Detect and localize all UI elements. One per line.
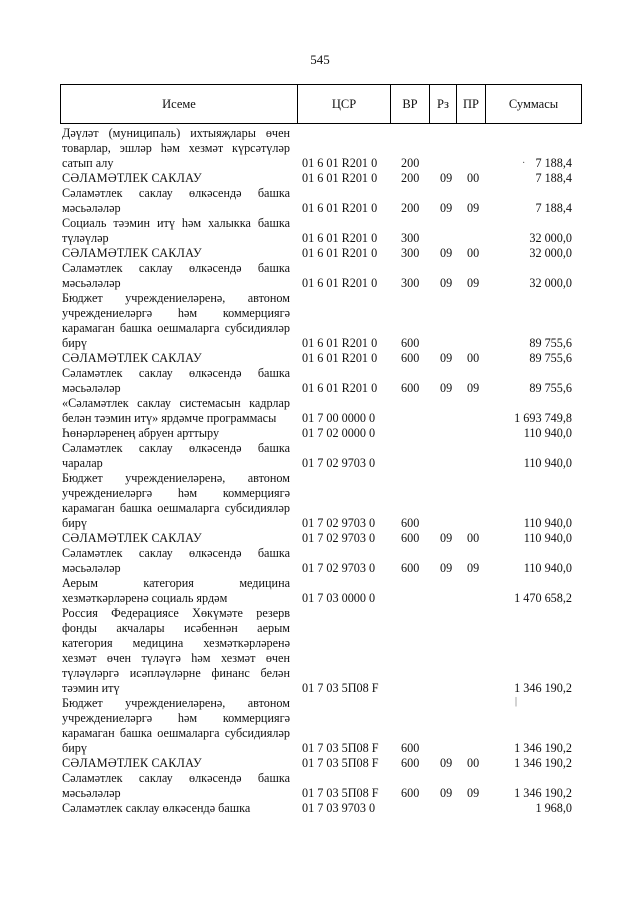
row-pr: 09 <box>467 276 480 290</box>
row-pr: 00 <box>467 171 480 185</box>
table-row <box>62 216 582 246</box>
table-body <box>62 126 582 816</box>
table-row <box>62 246 582 261</box>
row-pr: 09 <box>467 201 480 215</box>
row-csr: 01 6 01 R201 0 <box>302 351 378 365</box>
row-name: Сәламәтлек саклау өлкәсендә башка мәсьәләләр <box>62 366 290 395</box>
row-pr: 00 <box>467 351 480 365</box>
row-sum: 89 755,6 <box>529 351 572 365</box>
row-csr: 01 6 01 R201 0 <box>302 276 378 290</box>
row-name: СӘЛАМӘТЛЕК САКЛАУ <box>62 246 202 260</box>
header-vr: ВР <box>402 96 418 111</box>
row-vr: 600 <box>401 561 420 575</box>
row-vr: 200 <box>401 171 420 185</box>
row-vr: 600 <box>401 351 420 365</box>
row-vr: 600 <box>401 381 420 395</box>
row-name: Дәүләт (муниципаль) ихтыяҗлары өчен товарлар, эшләр һәм хезмәт күрсәтүләр сатып алу <box>62 126 290 170</box>
row-pr: 00 <box>467 531 480 545</box>
header-name: Исеме <box>162 96 196 111</box>
row-pr: 09 <box>467 786 480 800</box>
table-row <box>62 261 582 291</box>
row-sum: 7 188,4 <box>535 171 572 185</box>
row-csr: 01 7 03 0000 0 <box>302 591 376 605</box>
row-sum: 1 693 749,8 <box>514 411 572 425</box>
row-rz: 09 <box>440 171 453 185</box>
row-rz: 09 <box>440 201 453 215</box>
row-pr: 09 <box>467 381 480 395</box>
page-number: 545 <box>310 52 330 67</box>
row-sum: 32 000,0 <box>529 246 572 260</box>
row-csr: 01 7 02 9703 0 <box>302 531 376 545</box>
table-header <box>60 84 582 124</box>
row-vr: 300 <box>401 231 420 245</box>
row-rz: 09 <box>440 786 453 800</box>
row-name: Аерым категория медицина хезмәткәрләренә социаль ярдәм <box>62 576 290 605</box>
row-csr: 01 7 03 9703 0 <box>302 801 376 815</box>
row-csr: 01 6 01 R201 0 <box>302 201 378 215</box>
row-sum: 1 968,0 <box>535 801 572 815</box>
table-row <box>62 291 582 351</box>
header-csr: ЦСР <box>331 96 357 111</box>
row-name: Сәламәтлек саклау өлкәсендә башка мәсьәләләр <box>62 261 290 290</box>
row-name: Бюджет учреждениеләренә, автоном учреждениеләргә һәм коммерциягә карамаган башка оешмаларга субсидияләр бирү <box>62 471 290 530</box>
row-csr: 01 7 03 5П08 F <box>302 741 379 755</box>
row-csr: 01 7 00 0000 0 <box>302 411 376 425</box>
row-sum: 1 346 190,2 <box>514 741 572 755</box>
table-row <box>62 426 582 441</box>
table-row <box>62 171 582 186</box>
row-vr: 300 <box>401 246 420 260</box>
table-row <box>62 396 582 426</box>
row-rz: 09 <box>440 756 453 770</box>
row-sum: 110 940,0 <box>523 456 572 470</box>
table-row <box>62 756 582 771</box>
table-row <box>62 471 582 531</box>
table-row <box>62 351 582 366</box>
row-csr: 01 7 03 5П08 F <box>302 681 379 695</box>
row-sum: 89 755,6 <box>529 381 572 395</box>
row-sum: 110 940,0 <box>523 426 572 440</box>
row-sum: 1 346 190,2 <box>514 786 572 800</box>
row-name: Сәламәтлек саклау өлкәсендә башка <box>62 801 251 815</box>
table-row <box>62 546 582 576</box>
table-row <box>62 531 582 546</box>
row-csr: 01 7 02 9703 0 <box>302 561 376 575</box>
row-name: Социаль тәэмин итү һәм халыкка башка түләүләр <box>62 216 290 245</box>
row-vr: 200 <box>401 156 420 170</box>
row-pr: 00 <box>467 756 480 770</box>
row-csr: 01 6 01 R201 0 <box>302 171 378 185</box>
row-csr: 01 6 01 R201 0 <box>302 231 378 245</box>
row-name: Сәламәтлек саклау өлкәсендә башка мәсьәләләр <box>62 186 290 215</box>
header-pr: ПР <box>463 96 479 111</box>
row-sum: 1 346 190,2 <box>514 681 572 695</box>
scan-mark: | <box>515 696 518 707</box>
row-sum: 7 188,4 <box>535 201 572 215</box>
row-name: Сәламәтлек саклау өлкәсендә башка мәсьәләләр <box>62 546 290 575</box>
scan-mark: · <box>522 158 526 169</box>
row-name: Бюджет учреждениеләренә, автоном учреждениеләргә һәм коммерциягә карамаган башка оешмаларга субсидияләр бирү <box>62 291 290 350</box>
row-rz: 09 <box>440 246 453 260</box>
row-name: Бюджет учреждениеләренә, автоном учреждениеләргә һәм коммерциягә карамаган башка оешмаларга субсидияләр бирү <box>62 696 290 755</box>
row-name: Сәламәтлек саклау өлкәсендә башка мәсьәләләр <box>62 771 290 800</box>
row-csr: 01 7 02 9703 0 <box>302 516 376 530</box>
row-name: СӘЛАМӘТЛЕК САКЛАУ <box>62 756 202 770</box>
row-name: Россия Федерациясе Хөкүмәте резерв фонды акчалары исәбеннән аерым категория медицина хезмәткәрләренә хезмәт өчен түләүгә һәм хезмәт өчен түләүләргә исәпләүләрне финанс белән тәэмин итү <box>62 606 290 695</box>
table-row <box>62 186 582 216</box>
row-vr: 600 <box>401 531 420 545</box>
header-sum: Суммасы <box>508 96 559 111</box>
table-row <box>62 606 582 696</box>
row-vr: 200 <box>401 201 420 215</box>
row-name: СӘЛАМӘТЛЕК САКЛАУ <box>62 351 202 365</box>
row-csr: 01 7 02 0000 0 <box>302 426 376 440</box>
table-row <box>62 696 582 756</box>
row-csr: 01 7 02 9703 0 <box>302 456 376 470</box>
row-name: Һөнәрләренең абруен арттыру <box>62 426 220 440</box>
header-rz: Рз <box>437 96 449 111</box>
row-sum: 32 000,0 <box>529 276 572 290</box>
row-sum: 1 346 190,2 <box>514 756 572 770</box>
row-csr: 01 6 01 R201 0 <box>302 381 378 395</box>
row-sum: 7 188,4 <box>535 156 572 170</box>
row-vr: 300 <box>401 276 420 290</box>
row-pr: 00 <box>467 246 480 260</box>
row-name: «Сәламәтлек саклау системасын кадрлар белән тәэмин итү» ярдәмче программасы <box>62 396 290 425</box>
row-sum: 110 940,0 <box>523 561 572 575</box>
row-sum: 1 470 658,2 <box>514 591 572 605</box>
row-pr: 09 <box>467 561 480 575</box>
row-vr: 600 <box>401 786 420 800</box>
row-name: СӘЛАМӘТЛЕК САКЛАУ <box>62 171 202 185</box>
row-rz: 09 <box>440 351 453 365</box>
row-rz: 09 <box>440 561 453 575</box>
table-row <box>62 576 582 606</box>
table-row <box>62 441 582 471</box>
row-rz: 09 <box>440 276 453 290</box>
row-vr: 600 <box>401 756 420 770</box>
row-name: Сәламәтлек саклау өлкәсендә башка чаралар <box>62 441 290 470</box>
row-sum: 89 755,6 <box>529 336 572 350</box>
row-vr: 600 <box>401 336 420 350</box>
table-row <box>62 126 582 171</box>
row-vr: 600 <box>401 741 420 755</box>
row-sum: 110 940,0 <box>523 531 572 545</box>
row-rz: 09 <box>440 381 453 395</box>
row-csr: 01 6 01 R201 0 <box>302 246 378 260</box>
row-vr: 600 <box>401 516 420 530</box>
row-csr: 01 7 03 5П08 F <box>302 786 379 800</box>
table-row <box>62 366 582 396</box>
row-sum: 32 000,0 <box>529 231 572 245</box>
table-row <box>62 771 582 801</box>
row-csr: 01 7 03 5П08 F <box>302 756 379 770</box>
row-csr: 01 6 01 R201 0 <box>302 156 378 170</box>
row-sum: 110 940,0 <box>523 516 572 530</box>
row-name: СӘЛАМӘТЛЕК САКЛАУ <box>62 531 202 545</box>
row-rz: 09 <box>440 531 453 545</box>
row-csr: 01 6 01 R201 0 <box>302 336 378 350</box>
table-row <box>62 801 582 816</box>
